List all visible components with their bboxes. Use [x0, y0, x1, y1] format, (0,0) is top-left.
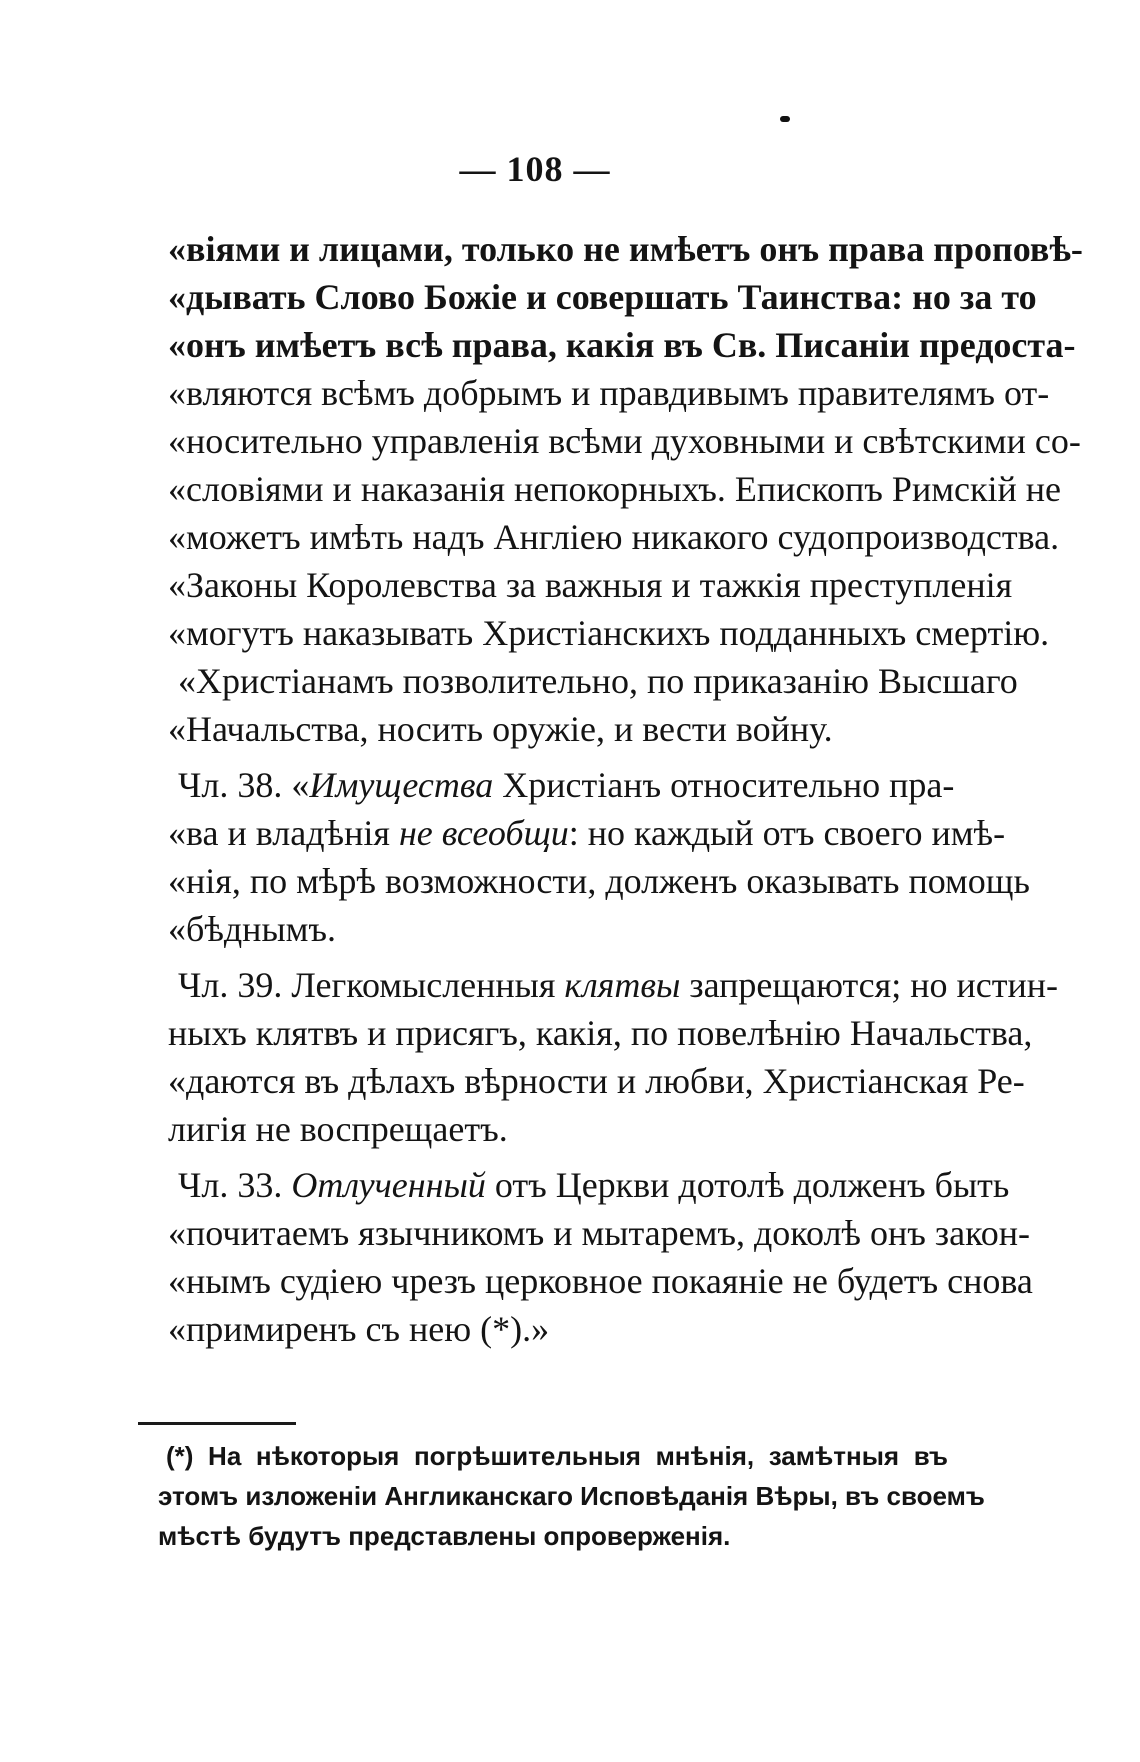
text-line — [168, 561, 1013, 609]
text-line — [168, 1257, 1033, 1305]
text-line — [178, 761, 955, 809]
text-line — [168, 273, 1037, 321]
text-run: «могутъ наказывать Христіанскихъ подданныхъ смертію. — [168, 613, 1050, 653]
text-line — [168, 417, 1081, 465]
text-run: Христіанъ относительно пра- — [493, 765, 955, 805]
text-run: «нія, по мѣрѣ возможности, долженъ оказывать помощь — [168, 861, 1030, 901]
text-line — [168, 809, 1006, 857]
text-line — [168, 513, 1060, 561]
italic-run: Имущества — [309, 765, 494, 805]
text-run: «дывать Слово Божіе и совершать Таинства: но за то — [168, 277, 1037, 317]
text-run: лигія не воспрещаетъ. — [168, 1109, 508, 1149]
footnote-line: (*) На нѣкоторыя погрѣшительныя мнѣнія, замѣтныя въ — [166, 1441, 948, 1471]
text-line — [168, 465, 1061, 513]
italic-run: не всеобщи — [398, 813, 569, 853]
text-line — [168, 857, 1030, 905]
text-run: «словіями и наказанія непокорныхъ. Епископъ Римскій не — [168, 469, 1061, 509]
text-run: «даются въ дѣлахъ вѣрности и любви, Христіанская Ре- — [168, 1061, 1025, 1101]
text-line — [168, 1057, 1025, 1105]
text-run: «носительно управленія всѣми духовными и свѣтскими со- — [168, 421, 1081, 461]
text-run: Чл. 33. — [178, 1165, 292, 1205]
text-line — [178, 1161, 1010, 1209]
text-line — [168, 705, 943, 753]
text-line — [178, 657, 1018, 705]
text-run: «вляются всѣмъ добрымъ и правдивымъ правителямъ от- — [168, 373, 1050, 413]
text-run: «віями и лицами, только не имѣетъ онъ права проповѣ- — [168, 229, 1083, 269]
text-run: : но каждый отъ своего имѣ- — [568, 813, 1006, 853]
text-line — [168, 1105, 943, 1153]
text-line — [168, 369, 1050, 417]
text-run: «Христіанамъ позволительно, по приказанію Высшаго — [178, 661, 1018, 701]
text-run: отъ Церкви дотолѣ долженъ быть — [485, 1165, 1010, 1205]
text-run: «бѣднымъ. — [168, 909, 337, 949]
ink-speck — [780, 116, 790, 122]
text-run: запрещаются; но истин- — [680, 965, 1058, 1005]
text-run: Чл. 38. « — [178, 765, 310, 805]
text-line — [178, 961, 1058, 1009]
text-line — [168, 905, 943, 953]
text-line — [168, 225, 1083, 273]
italic-run: Отлученный — [291, 1165, 486, 1205]
text-run: «почитаемъ язычникомъ и мытаремъ, доколѣ онъ закон- — [168, 1213, 1030, 1253]
text-run: «онъ имѣетъ всѣ права, какія въ Св. Писаніи предоста- — [168, 325, 1076, 365]
italic-run: клятвы — [564, 965, 681, 1005]
text-run: Чл. 39. Легкомысленныя — [178, 965, 565, 1005]
text-line — [168, 321, 1076, 369]
text-run: «Законы Королевства за важныя и тажкія преступленія — [168, 565, 1013, 605]
page-number: — 108 — — [459, 149, 611, 189]
text-run: «Начальства, носить оружіе, и вести войну. — [168, 709, 833, 749]
text-run: ныхъ клятвъ и присягъ, какія, по повелѣнію Начальства, — [168, 1013, 1033, 1053]
footnote-line: этомъ изложеніи Англиканскаго Исповѣданія Вѣры, въ своемъ — [158, 1481, 985, 1511]
text-run: «ва и владѣнія — [168, 813, 399, 853]
footnote-rule — [138, 1422, 296, 1425]
footnote-line: мѣстѣ будутъ представлены опроверженія. — [158, 1521, 731, 1551]
text-line — [168, 1305, 943, 1353]
text-line — [168, 1009, 1033, 1057]
text-run: «можетъ имѣть надъ Англіею никакого судопроизводства. — [168, 517, 1060, 557]
text-line — [168, 609, 1050, 657]
text-run: «нымъ судіею чрезъ церковное покаяніе не будетъ снова — [168, 1261, 1033, 1301]
text-run: «примиренъ съ нею (*).» — [168, 1309, 550, 1349]
text-line — [168, 1209, 1030, 1257]
